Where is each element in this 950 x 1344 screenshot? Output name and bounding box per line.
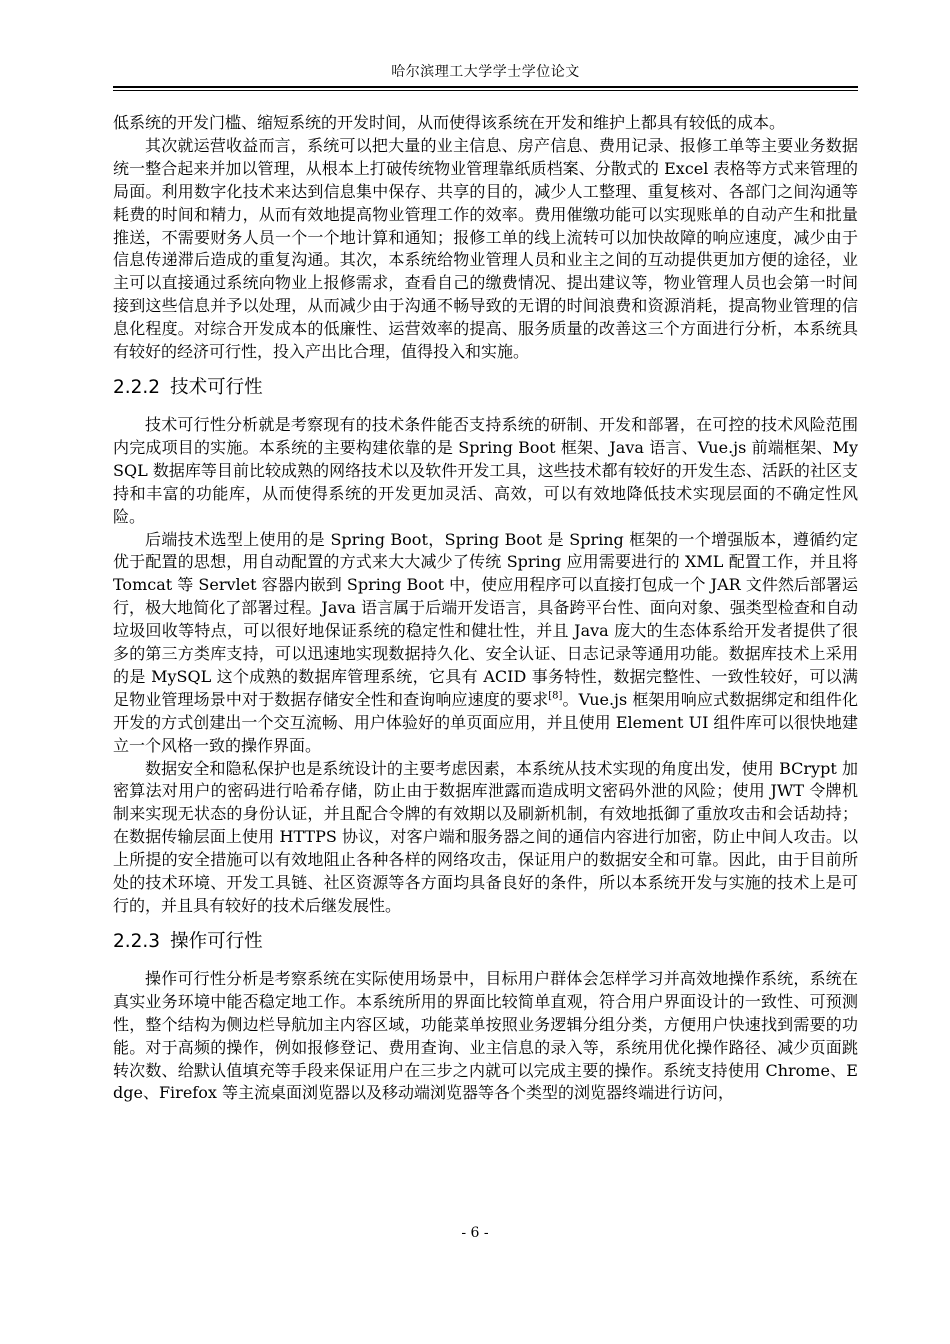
paragraph-operation: 操作可行性分析是考察系统在实际使用场景中，目标用户群体会怎样学习并高效地操作系统，系统在真实业务环境中能否稳定地工作。本系统所用的界面比较简单直观，符合用户界面设计的一致性、可预测性，整个结构为侧边栏导航加主内容区域，功能菜单按照业务逻辑分组分类，方便用户快速找到需要的功能。对于高频的操作，例如报修登记、费用查询、业主信息的录入等，系统用优化操作路径、减少页面跳转次数、给默认值填充等手段来保证用户在三步之内就可以完成主要的操作。系统支持使用 Chrome、Edge、Firefox 等主流桌面浏览器以及移动端浏览器等各个类型的浏览器终端进行访问， [113, 968, 858, 1103]
section-heading-2-2-2 [113, 374, 858, 402]
header-rule-thick [113, 86, 858, 88]
citation-ref: [8] [548, 690, 563, 702]
paragraph-tech-intro: 技术可行性分析就是考察现有的技术条件能否支持系统的研制、开发和部署，在可控的技术风险范围内完成项目的实施。本系统的主要构建依靠的是 Spring Boot 框架、Java 语言、Vue.js 前端框架、MySQL 数据库等目前比较成熟的网络技术以及软件开发工具，这些技术都有较好的开发生态、活跃的社区支持和丰富的功能库，从而使得系统的开发更加灵活、高效，可以有效地降低技术实现层面的不确定性风险。 [113, 414, 858, 526]
section-heading-2-2-3 [113, 928, 858, 956]
paragraph-continued: 低系统的开发门槛、缩短系统的开发时间，从而使得该系统在开发和维护上都具有较低的成本。 [113, 113, 786, 132]
section-title: 技术可行性 [170, 376, 263, 398]
section-number: 2.2.2 [113, 376, 161, 398]
paragraph-text: 后端技术选型上使用的是 Spring Boot，Spring Boot 是 Spring 框架的一个增强版本，遵循约定优于配置的思想，用自动配置的方式来大大减少了传统 Spring 应用需要进行的 XML 配置工作，并且将 Tomcat 等 Servlet 容器内嵌到 Spring Boot 中，使应用程序可以直接打包成一个 JAR 文件然后部署运行，极大地简化了部署过程。Java 语言属于后端开发语言，具备跨平台性、面向对象、强类型检查和自动垃圾回收等特点，可以很好地保证系统的稳定性和健壮性，并且 Java 庞大的生态体系给开发者提供了很多的第三方类库支持，可以迅速地实现数据持久化、安全认证、日志记录等通用功能。数据库技术上采用的是 MySQL 这个成熟的数据库管理系统，它具有 ACID 事务特性，数据完整性、一致性较好，可以满足物业管理场景中对于数据存储安全性和查询响应速度的要求 [113, 529, 858, 709]
paragraph-economic: 其次就运营收益而言，系统可以把大量的业主信息、房产信息、费用记录、报修工单等主要业务数据统一整合起来并加以管理，从根本上打破传统物业管理靠纸质档案、分散式的 Excel 表格等方式来管理的局面。利用数字化技术来达到信息集中保存、共享的目的，减少人工整理、重复核对、各部门之间沟通等耗费的时间和精力，从而有效地提高物业管理工作的效率。费用催缴功能可以实现账单的自动产生和批量推送，不需要财务人员一个一个地计算和通知；报修工单的线上流转可以加快故障的响应速度，减少由于信息传递滞后造成的重复沟通。其次，本系统给物业管理人员和业主之间的互动提供更加方便的途径，业主可以直接通过系统向物业上报修需求，查看自己的缴费情况、提出建议等，物业管理人员也会第一时间接到这些信息并予以处理，从而减少由于沟通不畅导致的无谓的时间浪费和资源消耗，提高物业管理的信息化程度。对综合开发成本的低廉性、运营效率的提高、服务质量的改善这三个方面进行分析，本系统具有较好的经济可行性，投入产出比合理，值得投入和实施。 [113, 135, 858, 362]
header-rule-thin [113, 90, 858, 91]
paragraph-tech-security: 数据安全和隐私保护也是系统设计的主要考虑因素，本系统从技术实现的角度出发，使用 BCrypt 加密算法对用户的密码进行哈希存储，防止由于数据库泄露而造成明文密码外泄的风险；使用 JWT 令牌机制来实现无状态的身份认证，并且配合令牌的有效期以及刷新机制，有效地抵御了重放攻击和会话劫持；在数据传输层面上使用 HTTPS 协议，对客户端和服务器之间的通信内容进行加密，防止中间人攻击。以上所提的安全措施可以有效地阻止各种各样的网络攻击，保证用户的数据安全和可靠。因此，由于目前所处的技术环境、开发工具链、社区资源等各方面均具备良好的条件，所以本系统开发与实施的技术上是可行的，并且具有较好的技术后继发展性。 [113, 758, 858, 915]
paragraph-text: 。Vue.js 框架用响应式数据绑定和组件化开发的方式创建出一个交互流畅、用户体验好的单页面应用，并且使用 Element UI 组件库可以很快地建立一个风格一致的操作界面。 [113, 689, 858, 755]
page-number: - 6 - [461, 1225, 489, 1241]
section-number: 2.2.3 [113, 930, 161, 952]
page-body [113, 112, 858, 1105]
running-header: 哈尔滨理工大学学士学位论文 [391, 64, 580, 80]
section-title: 操作可行性 [170, 930, 263, 952]
paragraph-tech-backend [113, 529, 858, 758]
